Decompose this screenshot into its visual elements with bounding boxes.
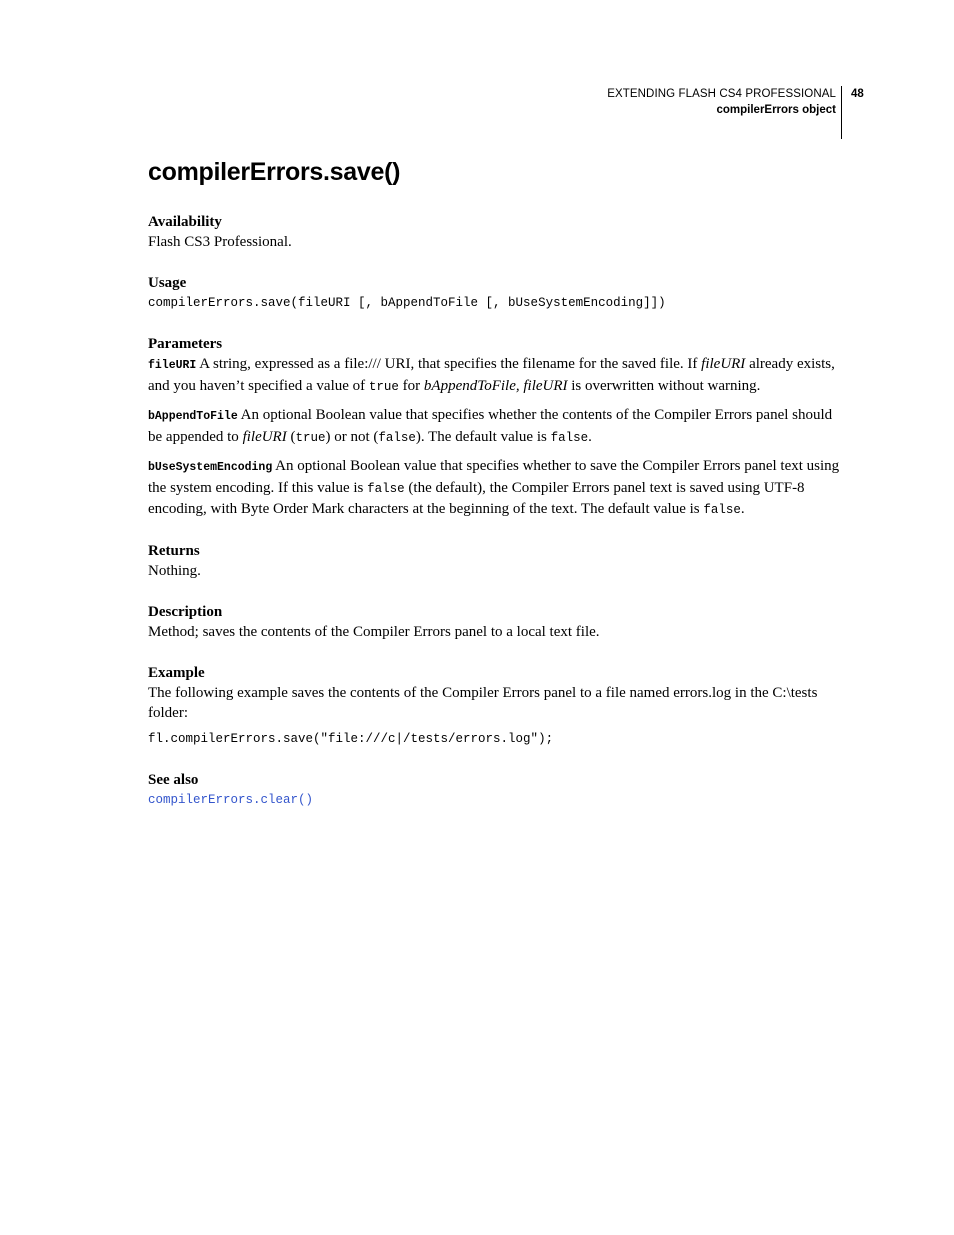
parameters-heading: Parameters xyxy=(148,336,223,352)
example-section xyxy=(148,663,848,749)
usage-section xyxy=(148,273,848,313)
returns-text: Nothing. xyxy=(148,563,201,579)
running-header xyxy=(607,86,842,139)
parameter-fileuri: fileURI A string, expressed as a file:/// URI, that specifies the filename for the saved file. If fileURI already exists, and you haven’t specified a value of true for bAppendToFile, fileURI is overwritten without warning. xyxy=(148,356,835,394)
availability-section xyxy=(148,212,848,252)
availability-text: Flash CS3 Professional. xyxy=(148,234,292,250)
description-section xyxy=(148,602,848,642)
page-number: 48 xyxy=(851,88,864,100)
section-title: compilerErrors object xyxy=(716,104,836,116)
returns-section xyxy=(148,541,848,581)
parameter-name: bUseSystemEncoding xyxy=(148,461,273,474)
example-heading: Example xyxy=(148,665,205,681)
page-content xyxy=(148,152,848,831)
parameter-bappendtofile: bAppendToFile An optional Boolean value that specifies whether the contents of the Compiler Errors panel should be appended to fileURI (true) or not (false). The default value is false. xyxy=(148,407,833,445)
page-title: compilerErrors.save() xyxy=(148,158,401,186)
parameters-section xyxy=(148,334,848,520)
see-also-heading: See also xyxy=(148,772,199,788)
parameter-name: fileURI xyxy=(148,359,197,372)
example-text: The following example saves the contents of the Compiler Errors panel to a file named errors.log in the C:\tests folder: xyxy=(148,685,818,721)
usage-heading: Usage xyxy=(148,275,187,291)
availability-heading: Availability xyxy=(148,214,222,230)
parameter-busesystemencoding: bUseSystemEncoding An optional Boolean value that specifies whether to save the Compiler Errors panel text using the system encoding. If this value is false (the default), the Compiler Errors panel text is saved using UTF-8 encoding, with Byte Order Mark characters at the beginning of the text. The default value is false. xyxy=(148,458,840,517)
book-title: EXTENDING FLASH CS4 PROFESSIONAL xyxy=(607,88,836,100)
see-also-section xyxy=(148,770,848,810)
returns-heading: Returns xyxy=(148,543,200,559)
parameter-name: bAppendToFile xyxy=(148,410,238,423)
example-code: fl.compilerErrors.save("file:///c|/tests/errors.log"); xyxy=(148,732,554,746)
description-heading: Description xyxy=(148,604,223,620)
usage-code: compilerErrors.save(fileURI [, bAppendToFile [, bUseSystemEncoding]]) xyxy=(148,296,666,310)
compilererrors-clear-link[interactable]: compilerErrors.clear() xyxy=(148,793,314,807)
description-text: Method; saves the contents of the Compiler Errors panel to a local text file. xyxy=(148,624,600,640)
